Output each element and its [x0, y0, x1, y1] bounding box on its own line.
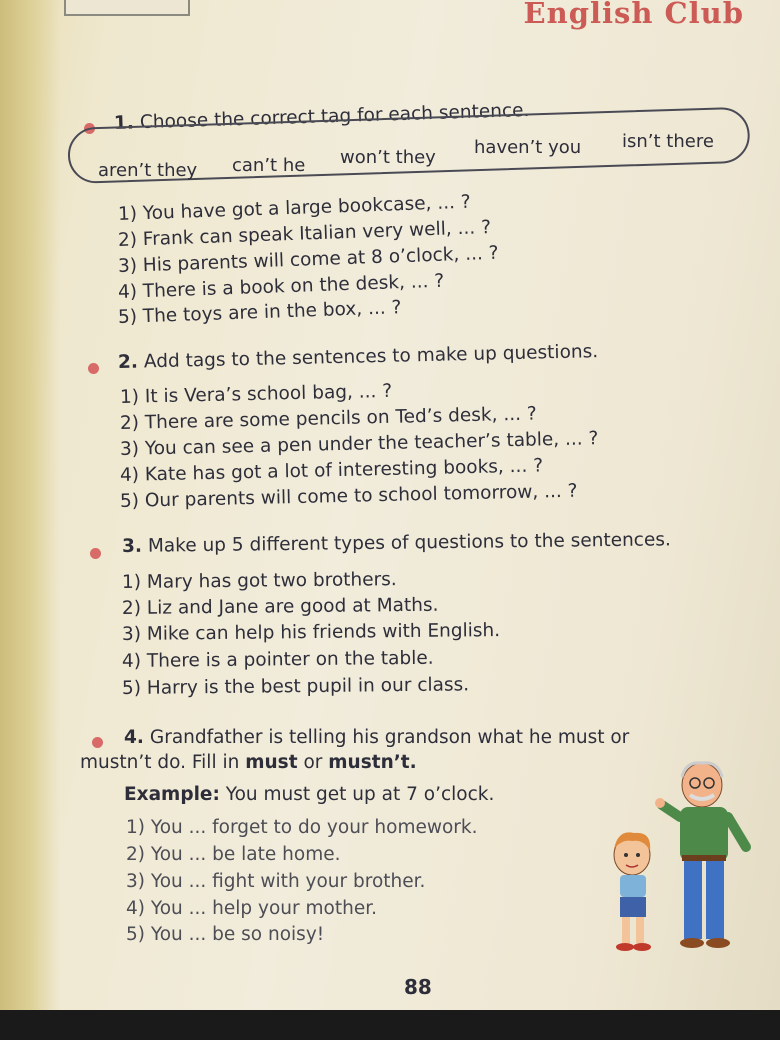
- ex2-item: 1) It is Vera’s school bag, ... ?: [119, 380, 393, 408]
- ex2-item: 4) Kate has got a lot of interesting books, ... ?: [119, 455, 544, 486]
- grandfather-grandson-illustration: [600, 755, 760, 955]
- ex1-item: 3) His parents will come at 8 o’clock, ... ?: [117, 242, 499, 277]
- ex4-example: [124, 784, 494, 805]
- grandfather-figure-icon: [655, 763, 746, 948]
- ex3-item: 4) There is a pointer on the table.: [121, 647, 434, 672]
- tag-option: aren’t they: [98, 160, 198, 181]
- ex1-number: 1.: [113, 112, 135, 134]
- ex3-item: 2) Liz and Jane are good at Maths.: [121, 594, 439, 619]
- ex1-item: 1) You have got a large bookcase, ... ?: [117, 191, 471, 225]
- ex1-item: 2) Frank can speak Italian very well, ... ?: [117, 216, 492, 251]
- ex4-item: 2) You ... be late home.: [126, 844, 341, 865]
- ex3-item: 5) Harry is the best pupil in our class.: [121, 674, 470, 699]
- ex4-instruction-pre: mustn’t do. Fill in: [80, 752, 240, 773]
- club-title: English Club: [523, 0, 744, 30]
- ex3-item: 3) Mike can help his friends with English.: [121, 620, 501, 645]
- tag-option: can’t he: [232, 155, 306, 176]
- ex2-item: 3) You can see a pen under the teacher’s table, ... ?: [119, 428, 599, 460]
- ex2-instruction-text: Add tags to the sentences to make up questions.: [143, 341, 599, 373]
- ex4-instruction-line2: [80, 752, 417, 773]
- ex4-bullet-icon: [92, 737, 103, 748]
- ex4-item: 3) You ... fight with your brother.: [126, 871, 426, 892]
- ex1-item: 4) There is a book on the desk, ... ?: [117, 270, 445, 303]
- page-number: 88: [404, 975, 432, 999]
- ex4-number: 4.: [124, 727, 144, 748]
- tag-option: isn’t there: [622, 131, 714, 152]
- or-word: or: [303, 752, 323, 773]
- example-text: You must get up at 7 o’clock.: [225, 784, 495, 805]
- ex2-bullet-icon: [88, 363, 99, 374]
- mustnt-word: mustn’t.: [328, 752, 417, 773]
- ex4-item: 5) You ... be so noisy!: [126, 924, 325, 945]
- tag-option: won’t they: [340, 147, 436, 168]
- ex3-bullet-icon: [90, 548, 101, 559]
- ex2-item: 2) There are some pencils on Ted’s desk, ... ?: [119, 403, 537, 434]
- ex3-instruction-text: Make up 5 different types of questions to the sentences.: [147, 529, 671, 557]
- ex3-instruction: [122, 529, 671, 557]
- ex4-item: 1) You ... forget to do your homework.: [126, 817, 478, 838]
- ex2-number: 2.: [117, 351, 139, 373]
- page-spine-shadow: [0, 0, 60, 1010]
- ex3-item: 1) Mary has got two brothers.: [121, 569, 397, 593]
- ex2-instruction: [118, 341, 599, 373]
- ex4-item: 4) You ... help your mother.: [126, 898, 377, 919]
- ex3-number: 3.: [121, 535, 143, 557]
- example-label: Example:: [124, 784, 220, 805]
- ex1-instruction-text: Choose the correct tag for each sentence.: [139, 99, 530, 134]
- ex1-item: 5) The toys are in the box, ... ?: [117, 297, 402, 328]
- must-word: must: [245, 752, 298, 773]
- ex4-instruction-line1: [124, 727, 629, 748]
- tag-option: haven’t you: [474, 137, 582, 158]
- boy-figure-icon: [614, 832, 651, 951]
- ex2-item: 5) Our parents will come to school tomorrow, ... ?: [119, 480, 578, 512]
- top-corner-box: [64, 0, 190, 16]
- ex4-instruction-text: Grandfather is telling his grandson what he must or: [149, 727, 630, 748]
